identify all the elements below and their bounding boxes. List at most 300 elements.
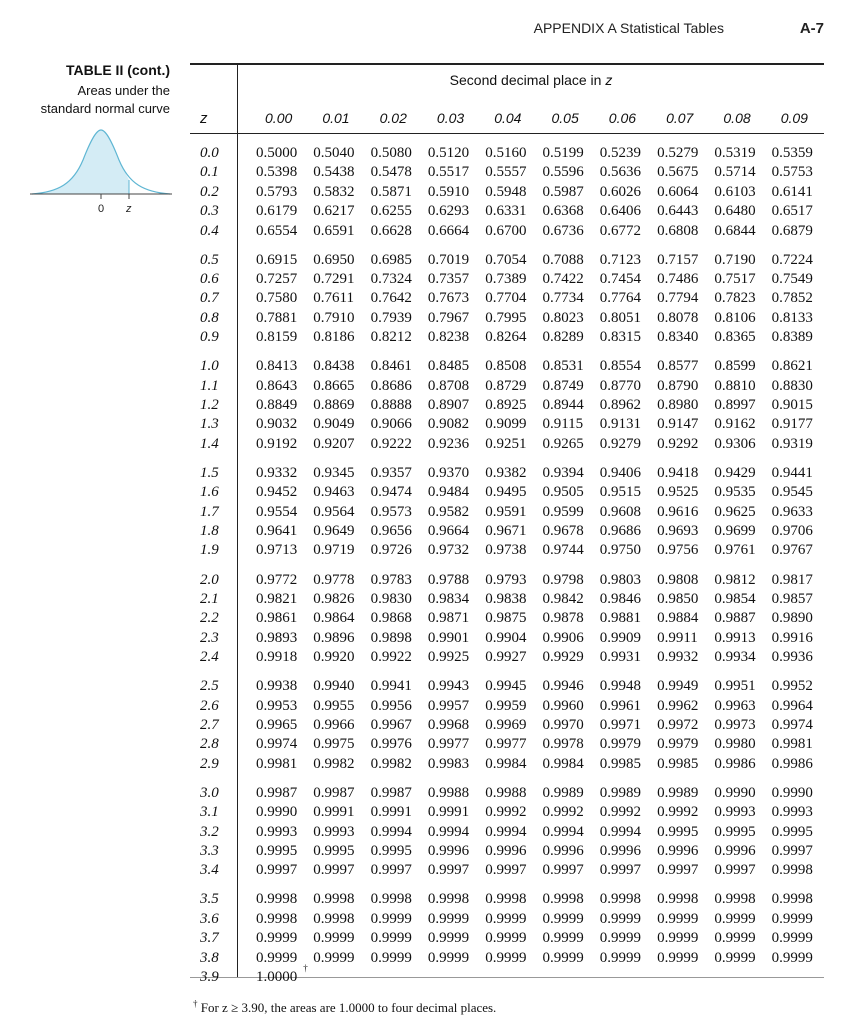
table-cell: 0.9920 (313, 649, 355, 666)
table-row (196, 803, 836, 822)
table-cell: 0.6554 (256, 222, 298, 239)
table-cell: 0.9986 (714, 755, 756, 772)
table-cell: 0.9984 (485, 755, 527, 772)
table-cell: 0.7673 (427, 290, 470, 307)
table-row (196, 464, 836, 483)
table-cell: 0.9878 (542, 610, 584, 627)
table-cell: 0.9995 (714, 823, 756, 840)
table-row (196, 910, 836, 929)
table-cell: 0.6844 (714, 222, 756, 239)
table-cell: 0.7123 (599, 251, 642, 268)
table-cell: 0.5120 (427, 145, 470, 161)
table-cell: 0.9999 (542, 949, 584, 966)
z-value: 3.7 (200, 930, 219, 947)
table-row (196, 735, 836, 754)
table-cell: 0.8238 (427, 329, 470, 346)
table-cell: 0.9554 (256, 503, 298, 520)
table-cell: 0.9850 (657, 590, 699, 607)
table-cell: 0.6368 (542, 203, 584, 220)
table-cell: 0.8438 (313, 358, 355, 375)
table-cell: 0.9999 (370, 930, 412, 947)
row-cells (240, 503, 825, 522)
table-cell: 0.6591 (313, 222, 355, 239)
table-cell: 0.9992 (542, 804, 584, 821)
table-cell: 0.7995 (485, 309, 527, 326)
table-cell: 0.9868 (370, 610, 412, 627)
table-row (196, 357, 836, 376)
caption-line-2: standard normal curve (40, 101, 170, 116)
table-cell: 0.9678 (542, 523, 584, 540)
table-cell: 0.9969 (485, 716, 527, 733)
table-row (196, 861, 836, 880)
table-cell: 0.7611 (313, 290, 354, 307)
table-cell: 0.9979 (599, 736, 642, 753)
table-cell: 0.8686 (370, 377, 412, 394)
table-cell: 0.9922 (370, 649, 412, 666)
table-cell: 0.8508 (485, 358, 527, 375)
table-cell: 0.5987 (542, 183, 584, 200)
table-cell: 0.9871 (427, 610, 470, 627)
table-cell: 0.9854 (714, 590, 756, 607)
z-value: 1.1 (200, 377, 219, 394)
table-cell: 0.7580 (256, 290, 298, 307)
table-cell: 0.9938 (256, 678, 298, 695)
appendix-title: APPENDIX A Statistical Tables (533, 20, 724, 36)
table-cell: 0.9906 (542, 629, 584, 646)
table-cell: 0.6985 (370, 251, 412, 268)
table-cell: 0.5000 (256, 145, 298, 161)
table-cell: 0.9842 (542, 590, 584, 607)
z-value: 3.8 (200, 949, 219, 966)
table-cell: 0.9992 (599, 804, 642, 821)
table-cell: 0.9177 (771, 416, 813, 433)
z-value: 3.6 (200, 910, 219, 927)
table-cell: 0.9999 (714, 910, 756, 927)
table-cell: 0.9985 (657, 755, 699, 772)
row-cells (240, 609, 825, 628)
table-cell: 0.8133 (771, 309, 813, 326)
table-cell: 0.9998 (485, 891, 527, 908)
table-cell: 0.9996 (427, 843, 470, 860)
table-cell: 0.9927 (485, 649, 527, 666)
table-row (196, 784, 836, 803)
table-cell: 0.9564 (313, 503, 355, 520)
table-cell: 0.9991 (370, 804, 412, 821)
column-header: 0.04 (494, 110, 522, 126)
table-cell: 0.9992 (485, 804, 527, 821)
table-cell: 0.9896 (313, 629, 355, 646)
row-cells (240, 222, 825, 241)
table-cell: 0.6700 (485, 222, 527, 239)
table-cell: 0.9990 (714, 784, 756, 801)
table-cell: 0.9890 (771, 610, 813, 627)
table-row (196, 571, 836, 590)
table-cell: 0.9995 (771, 823, 813, 840)
table-cell: 0.9279 (599, 435, 642, 452)
table-cell: 0.7764 (599, 290, 642, 307)
table-cell: 0.9671 (485, 523, 527, 540)
table-cell: 0.6808 (657, 222, 699, 239)
row-cells (240, 823, 825, 842)
column-title-prefix: Second decimal place in (449, 72, 606, 88)
column-header: 0.06 (608, 110, 637, 126)
table-cell: 0.9998 (313, 891, 355, 908)
z-value: 1.6 (200, 484, 219, 501)
table-cell: 0.9957 (427, 697, 470, 714)
table-cell: 0.9162 (714, 416, 756, 433)
curve-label-z: z (126, 203, 132, 215)
column-header: 0.09 (780, 110, 808, 126)
z-value: 3.9 (200, 969, 219, 986)
table-cell: 0.9997 (771, 843, 813, 860)
table-row (196, 183, 836, 202)
table-cell: 0.9911 (657, 629, 698, 646)
table-cell: 0.9904 (485, 629, 527, 646)
table-cell: 0.9965 (256, 716, 298, 733)
table-cell: 0.9817 (771, 571, 813, 588)
table-cell: 0.9998 (427, 891, 470, 908)
table-cell: 0.7190 (714, 251, 756, 268)
table-cell: 0.9999 (313, 949, 355, 966)
table-cell: 0.9990 (256, 804, 298, 821)
table-row (196, 144, 836, 163)
z-value: 2.3 (200, 629, 219, 646)
table-cell: 0.9996 (542, 843, 584, 860)
table-row (196, 963, 836, 987)
table-cell: 0.9994 (427, 823, 470, 840)
row-cells (240, 541, 825, 560)
table-cell: 0.8531 (542, 358, 584, 375)
z-value: 2.9 (200, 755, 219, 772)
table-cell: 0.9812 (714, 571, 756, 588)
table-cell: 0.9207 (313, 435, 355, 452)
z-value: 3.0 (200, 784, 219, 801)
table-cell: 0.9998 (657, 891, 699, 908)
table-cell: 0.5793 (256, 183, 298, 200)
table-caption (20, 62, 170, 118)
table-cell: 0.9995 (256, 843, 298, 860)
table-cell: 0.9998 (599, 891, 642, 908)
table-cell: 0.6103 (714, 183, 756, 200)
table-row (196, 163, 836, 182)
table-cell: 0.8106 (714, 309, 756, 326)
table-cell: 0.8485 (427, 358, 470, 375)
row-group (196, 677, 836, 774)
table-cell: 0.8997 (714, 397, 756, 414)
table-cell: 0.5832 (313, 183, 355, 200)
table-column-title (238, 72, 824, 88)
table-cell: 0.9968 (427, 716, 470, 733)
z-value: 1.0 (200, 358, 219, 375)
z-value: 3.1 (200, 804, 219, 821)
table-cell: 0.5239 (599, 145, 642, 161)
table-cell: 0.9979 (657, 736, 699, 753)
table-cell: 0.9997 (542, 862, 584, 879)
row-group (196, 251, 836, 348)
table-cell: 0.9964 (771, 697, 813, 714)
curve-label-zero: 0 (98, 203, 105, 215)
table-cell: 0.8365 (714, 329, 756, 346)
column-header: 0.00 (265, 110, 293, 126)
row-cells (240, 963, 308, 987)
row-cells (240, 890, 825, 909)
table-cell: 0.9932 (657, 649, 699, 666)
table-cell: 0.9999 (599, 910, 642, 927)
table-row (196, 435, 836, 454)
table-cell: 0.8554 (599, 358, 642, 375)
table-cell: 0.9960 (542, 697, 584, 714)
table-row (196, 590, 836, 609)
table-row (196, 890, 836, 909)
z-value: 0.8 (200, 309, 219, 326)
table-cell: 0.6064 (657, 183, 699, 200)
table-cell: 0.5517 (427, 164, 470, 181)
table-cell: 0.9996 (485, 843, 527, 860)
row-cells (240, 396, 825, 415)
table-cell: 0.9989 (542, 784, 584, 801)
row-cells (240, 357, 825, 376)
table-cell: 0.9808 (657, 571, 699, 588)
table-cell: 0.9015 (771, 397, 813, 414)
table-row (196, 270, 836, 289)
table-cell: 0.6517 (771, 203, 813, 220)
table-cell: 0.9982 (370, 755, 412, 772)
table-cell: 0.9975 (313, 736, 355, 753)
row-cells (240, 910, 825, 929)
table-row (196, 697, 836, 716)
table-cell: 0.9999 (427, 949, 470, 966)
row-group (196, 357, 836, 454)
table-cell: 0.5910 (427, 183, 470, 200)
table-cell: 0.5359 (771, 145, 813, 161)
table-row (196, 677, 836, 696)
table-row (196, 222, 836, 241)
table-cell: 0.9981 (256, 755, 298, 772)
table-cell: 0.9987 (370, 784, 412, 801)
table-cell: 0.9999 (370, 910, 412, 927)
table-row (196, 541, 836, 560)
table-cell: 0.7967 (427, 309, 470, 326)
row-cells (240, 289, 825, 308)
table-cell: 0.9319 (771, 435, 813, 452)
table-cell: 0.9032 (256, 416, 298, 433)
table-cell: 0.9686 (599, 523, 642, 540)
table-cell: 0.9463 (313, 484, 355, 501)
table-cell: 0.9946 (542, 678, 584, 695)
table-cell: 0.9887 (714, 610, 756, 627)
z-value: 3.3 (200, 843, 219, 860)
table-cell: 0.9959 (485, 697, 527, 714)
table-cell: 0.7054 (485, 251, 527, 268)
table-cell: 0.8770 (599, 377, 642, 394)
column-header: 0.07 (666, 110, 694, 126)
z-value: 0.0 (200, 145, 219, 161)
table-cell: 0.5319 (714, 145, 756, 161)
table-cell: 0.7704 (485, 290, 527, 307)
z-value: 0.2 (200, 183, 219, 200)
page-number: A-7 (799, 20, 824, 37)
table-cell: 0.9967 (370, 716, 412, 733)
table-cell: 0.9115 (542, 416, 584, 433)
table-cell: 0.7324 (370, 271, 412, 288)
table-cell: 0.9406 (599, 464, 642, 481)
table-cell: 0.9545 (771, 484, 813, 501)
row-cells (240, 716, 825, 735)
table-cell: 0.7357 (427, 271, 470, 288)
table-header-rule (190, 133, 824, 134)
table-cell: 0.5675 (657, 164, 699, 181)
table-cell: 0.9591 (485, 503, 527, 520)
table-cell: 0.9495 (485, 484, 527, 501)
row-cells (240, 803, 825, 822)
table-cell: 0.9783 (370, 571, 412, 588)
table-cell: 0.9999 (542, 930, 584, 947)
table-cell: 0.8051 (599, 309, 642, 326)
row-cells (240, 784, 825, 803)
table-cell: 0.9251 (485, 435, 527, 452)
row-cells (240, 735, 825, 754)
table-cell: 0.9535 (714, 484, 756, 501)
column-title-var: z (605, 72, 613, 88)
table-cell: 0.9918 (256, 649, 298, 666)
table-cell: 0.8389 (771, 329, 813, 346)
table-cell: 0.9998 (542, 891, 584, 908)
table-cell: 0.9997 (427, 862, 470, 879)
z-value: 0.7 (200, 290, 219, 307)
table-row (196, 289, 836, 308)
table-cell: 0.9999 (427, 930, 470, 947)
table-row (196, 609, 836, 628)
table-cell: 0.9394 (542, 464, 584, 481)
table-cell: 0.9909 (599, 629, 642, 646)
table-cell: 0.9986 (771, 755, 813, 772)
table-row (196, 483, 836, 502)
row-cells (240, 251, 825, 270)
table-cell: 0.5557 (485, 164, 527, 181)
table-cell: 0.9994 (485, 823, 527, 840)
table-cell: 0.5714 (714, 164, 756, 181)
table-cell: 0.9971 (599, 716, 642, 733)
table-cell: 0.9913 (714, 629, 756, 646)
column-header: 0.03 (436, 110, 465, 126)
table-cell: 0.9998 (370, 891, 412, 908)
table-cell: 0.9993 (714, 804, 756, 821)
z-value: 1.4 (200, 435, 219, 452)
table-cell: 0.7823 (714, 290, 756, 307)
table-cell: 0.9893 (256, 629, 298, 646)
row-cells (240, 842, 825, 861)
table-cell: 0.9999 (256, 930, 298, 947)
table-cell: 0.7088 (542, 251, 584, 268)
table-cell: 0.9798 (542, 571, 584, 588)
z-value: 0.4 (200, 222, 219, 239)
table-row (196, 309, 836, 328)
table-cell: 0.8869 (313, 397, 355, 414)
column-header: 0.02 (379, 110, 407, 126)
table-cell: 0.9999 (657, 930, 699, 947)
table-cell: 0.8708 (427, 377, 470, 394)
table-row (196, 648, 836, 667)
table-cell: 0.9452 (256, 484, 298, 501)
table-row (196, 251, 836, 270)
shaded-area (32, 130, 129, 194)
table-cell: 0.8264 (485, 329, 527, 346)
table-cell: 0.7734 (542, 290, 584, 307)
table-cell: 0.8078 (657, 309, 699, 326)
table-cell: 0.9999 (313, 930, 355, 947)
row-cells (240, 309, 825, 328)
table-cell: 0.9826 (313, 590, 355, 607)
table-cell: 0.6255 (370, 203, 412, 220)
table-cell: 0.9999 (427, 910, 470, 927)
z-value: 3.2 (200, 823, 219, 840)
z-value: 1.7 (200, 503, 219, 520)
row-cells (240, 590, 825, 609)
table-cell: 0.9332 (256, 464, 298, 481)
z-value: 1.3 (200, 416, 219, 433)
table-cell: 0.8665 (313, 377, 355, 394)
row-cells (240, 464, 825, 483)
table-cell: 0.9345 (313, 464, 355, 481)
table-cell: 0.9292 (657, 435, 699, 452)
table-cell: 0.9884 (657, 610, 699, 627)
table-cell: 0.6331 (485, 203, 527, 220)
table-cell: 0.9788 (427, 571, 470, 588)
table-cell: 0.9992 (657, 804, 699, 821)
table-cell: 0.9830 (370, 590, 412, 607)
table-cell: 0.9732 (427, 542, 470, 559)
z-value: 0.3 (200, 203, 219, 220)
table-cell: 0.7549 (771, 271, 813, 288)
table-cell: 0.9901 (427, 629, 470, 646)
table-cell: 0.9147 (657, 416, 699, 433)
table-row (196, 202, 836, 221)
row-cells (240, 949, 825, 968)
table-cell: 0.9990 (771, 784, 813, 801)
table-cell: 0.9974 (256, 736, 298, 753)
table-row (196, 755, 836, 774)
table-cell: 0.9931 (599, 649, 642, 666)
table-cell: 0.9988 (427, 784, 470, 801)
table-cell: 0.9916 (771, 629, 813, 646)
table-cell: 0.9066 (370, 416, 412, 433)
table-cell: 0.6480 (714, 203, 756, 220)
table-cell: 0.6772 (599, 222, 642, 239)
column-header: 0.05 (551, 110, 579, 126)
table-cell: 0.9999 (370, 949, 412, 966)
table-cell: 0.9951 (714, 678, 756, 695)
table-row (196, 949, 836, 968)
table-cell: 0.9861 (256, 610, 298, 627)
row-cells (240, 270, 825, 289)
table-cell: 0.9875 (485, 610, 527, 627)
table-cell: 0.9983 (427, 755, 470, 772)
z-value: 2.0 (200, 571, 219, 588)
z-value: 2.2 (200, 610, 219, 627)
column-header: 0.08 (723, 110, 751, 126)
z-value: 0.5 (200, 251, 219, 268)
table-cell: 0.6443 (657, 203, 699, 220)
table-cell: 0.6950 (313, 251, 355, 268)
row-cells (240, 435, 825, 454)
table-cell: 0.9738 (485, 542, 527, 559)
row-group (196, 784, 836, 881)
table-cell: 0.9699 (714, 523, 756, 540)
table-cell: 0.9999 (599, 949, 642, 966)
table-row (196, 377, 836, 396)
table-cell: 0.6293 (427, 203, 470, 220)
table-cell: 0.9999 (485, 949, 527, 966)
